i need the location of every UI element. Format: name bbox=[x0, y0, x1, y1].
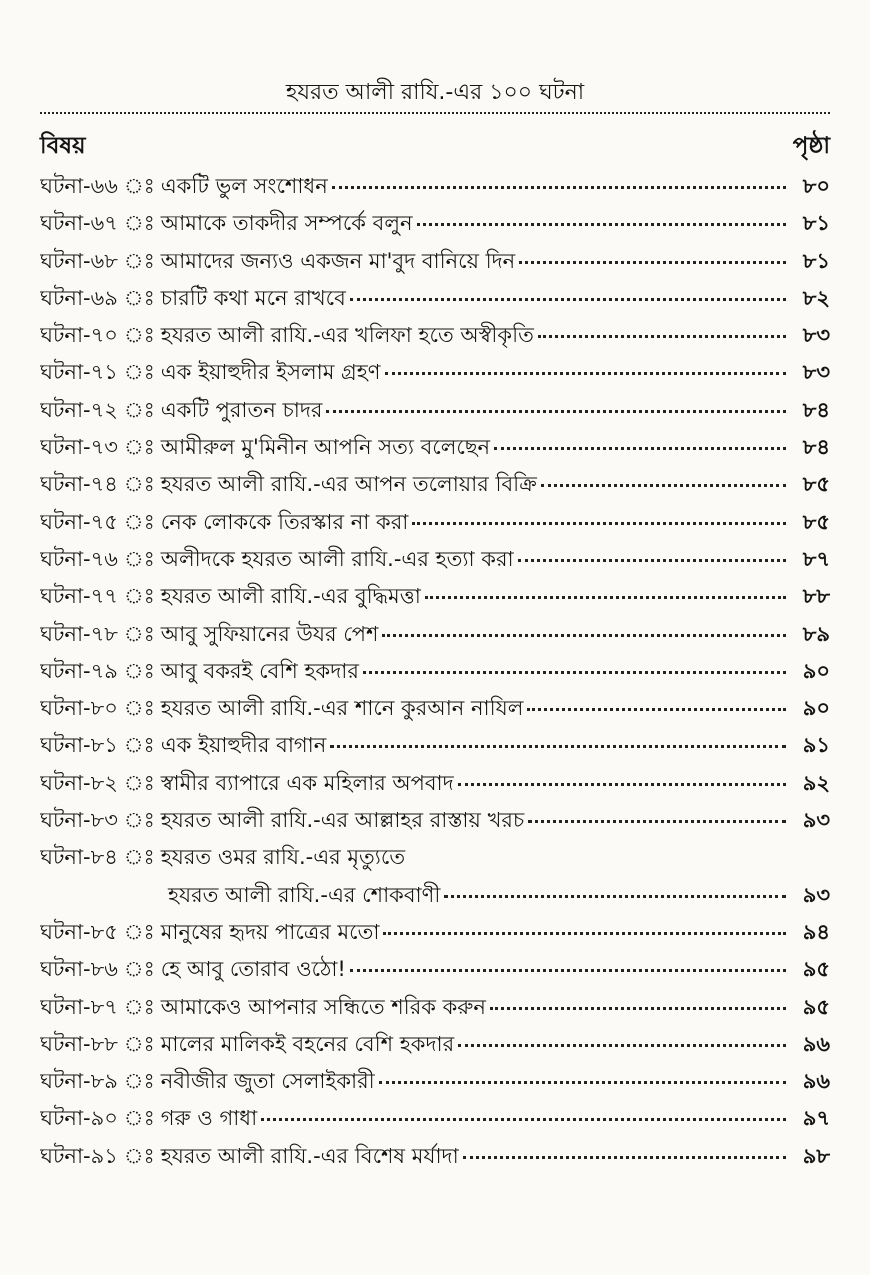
entry-title: একটি পুরাতন চাদর bbox=[160, 397, 323, 422]
entry-number: ঘটনা-৬৭ bbox=[40, 211, 118, 236]
toc-entry bbox=[40, 392, 830, 429]
dot-leader bbox=[383, 932, 786, 935]
entry-separator: ঃ bbox=[123, 621, 155, 646]
entry-separator: ঃ bbox=[123, 323, 155, 348]
dot-leader bbox=[528, 820, 786, 823]
entry-page-number: ৯০ bbox=[802, 658, 830, 683]
entry-separator: ঃ bbox=[123, 1031, 155, 1056]
entry-page-number: ৯৫ bbox=[802, 957, 830, 982]
entry-page-number: ৯০ bbox=[802, 696, 830, 721]
entry-page-number: ৯২ bbox=[802, 770, 830, 795]
subject-heading: বিষয় bbox=[40, 133, 86, 159]
entry-number: ঘটনা-৭৩ bbox=[40, 435, 118, 460]
entry-page-number: ৯৬ bbox=[802, 1031, 830, 1056]
entry-separator: ঃ bbox=[123, 919, 155, 944]
dot-leader bbox=[463, 1156, 786, 1159]
toc-entry bbox=[40, 578, 830, 615]
entry-number: ঘটনা-৮১ bbox=[40, 733, 118, 758]
entry-title: আমাকেও আপনার সন্ধিতে শরিক করুন bbox=[160, 994, 486, 1019]
entry-separator: ঃ bbox=[123, 1069, 155, 1094]
entry-title: হযরত আলী রাযি.-এর বিশেষ মর্যাদা bbox=[160, 1143, 459, 1168]
entry-separator: ঃ bbox=[123, 957, 155, 982]
entry-separator: ঃ bbox=[123, 696, 155, 721]
toc-entry bbox=[40, 1138, 830, 1175]
dot-leader bbox=[518, 559, 786, 562]
entry-page-number: ৮৪ bbox=[802, 435, 830, 460]
entry-page-number: ৯৩ bbox=[802, 882, 830, 907]
entry-number: ঘটনা-৮৬ bbox=[40, 957, 118, 982]
dot-leader bbox=[425, 596, 786, 599]
dot-leader bbox=[412, 522, 786, 525]
dot-leader bbox=[417, 223, 786, 226]
entry-number: ঘটনা-৬৬ bbox=[40, 174, 118, 198]
toc-entry bbox=[40, 765, 830, 802]
entry-title: হযরত আলী রাযি.-এর আপন তলোয়ার বিক্রি bbox=[160, 472, 537, 497]
dot-leader bbox=[444, 895, 786, 898]
entry-title: হযরত আলী রাযি.-এর খলিফা হতে অস্বীকৃতি bbox=[160, 323, 534, 348]
entry-number: ঘটনা-৮৪ bbox=[40, 845, 118, 870]
entry-page-number: ৯৫ bbox=[802, 994, 830, 1019]
entry-separator: ঃ bbox=[123, 1143, 155, 1168]
dot-leader bbox=[541, 484, 786, 487]
toc-entry bbox=[40, 839, 830, 876]
entry-separator: ঃ bbox=[123, 397, 155, 422]
toc-entry bbox=[40, 727, 830, 764]
dot-leader bbox=[494, 447, 786, 450]
entry-number: ঘটনা-৭২ bbox=[40, 397, 118, 422]
entry-title: স্বামীর ব্যাপারে এক মহিলার অপবাদ bbox=[160, 770, 454, 795]
entry-number: ঘটনা-৭৬ bbox=[40, 546, 118, 571]
entry-separator: ঃ bbox=[123, 248, 155, 273]
toc-entry bbox=[40, 466, 830, 503]
entry-separator: ঃ bbox=[123, 994, 155, 1019]
entry-title: আমীরুল মু'মিনীন আপনি সত্য বলেছেন bbox=[160, 435, 491, 460]
entry-separator: ঃ bbox=[123, 472, 155, 497]
entry-title: হযরত আলী রাযি.-এর বুদ্ধিমত্তা bbox=[160, 584, 421, 609]
toc-entry bbox=[40, 1063, 830, 1100]
entry-title: মানুষের হৃদয় পাত্রের মতো bbox=[160, 919, 380, 944]
entry-title: গরু ও গাধা bbox=[160, 1106, 258, 1131]
entry-number: ঘটনা-৭৯ bbox=[40, 658, 118, 683]
entry-title: একটি ভুল সংশোধন bbox=[160, 174, 328, 198]
entry-number: ঘটনা-৮৯ bbox=[40, 1069, 118, 1094]
entry-title: আবু সুফিয়ানের উযর পেশ bbox=[160, 621, 379, 646]
toc-entry bbox=[40, 168, 830, 205]
dot-leader bbox=[261, 1118, 786, 1121]
toc-entry bbox=[40, 317, 830, 354]
entry-separator: ঃ bbox=[123, 733, 155, 758]
table-of-contents bbox=[40, 168, 830, 1175]
entry-number: ঘটনা-৭০ bbox=[40, 323, 118, 348]
entry-title: হে আবু তোরাব ওঠো! bbox=[160, 957, 346, 982]
dot-leader bbox=[519, 261, 786, 264]
dot-leader bbox=[458, 783, 786, 786]
toc-entry bbox=[40, 802, 830, 839]
entry-page-number: ৮৫ bbox=[802, 472, 830, 497]
toc-entry bbox=[40, 914, 830, 951]
entry-separator: ঃ bbox=[123, 509, 155, 534]
entry-number: ঘটনা-৮২ bbox=[40, 770, 118, 795]
entry-page-number: ৮১ bbox=[802, 248, 830, 273]
toc-entry bbox=[40, 690, 830, 727]
entry-number: ঘটনা-৮৮ bbox=[40, 1031, 118, 1056]
entry-separator: ঃ bbox=[123, 584, 155, 609]
dot-leader bbox=[458, 1044, 786, 1047]
dot-leader bbox=[385, 372, 787, 375]
entry-page-number: ৮৮ bbox=[802, 584, 830, 609]
dot-leader bbox=[379, 1081, 786, 1084]
toc-entry bbox=[40, 205, 830, 242]
entry-title: নেক লোককে তিরস্কার না করা bbox=[160, 509, 409, 534]
entry-separator: ঃ bbox=[123, 435, 155, 460]
entry-number: ঘটনা-৮০ bbox=[40, 696, 118, 721]
entry-separator: ঃ bbox=[123, 174, 155, 198]
entry-title: অলীদকে হযরত আলী রাযি.-এর হত্যা করা bbox=[160, 546, 514, 571]
entry-page-number: ৮২ bbox=[802, 285, 830, 310]
dot-leader bbox=[490, 1007, 786, 1010]
entry-number: ঘটনা-৮৩ bbox=[40, 808, 118, 833]
toc-entry bbox=[40, 504, 830, 541]
entry-page-number: ৮১ bbox=[802, 211, 830, 236]
toc-entry bbox=[40, 877, 830, 914]
entry-number: ঘটনা-৭১ bbox=[40, 360, 118, 385]
toc-entry bbox=[40, 243, 830, 280]
dot-leader bbox=[527, 708, 786, 711]
entry-title: মালের মালিকই বহনের বেশি হকদার bbox=[160, 1031, 455, 1056]
entry-number: ঘটনা-৮৫ bbox=[40, 919, 118, 944]
running-header: হযরত আলী রাযি.-এর ১০০ ঘটনা bbox=[285, 80, 585, 105]
entry-number: ঘটনা-৭৭ bbox=[40, 584, 118, 609]
entry-number: ঘটনা-৯০ bbox=[40, 1106, 118, 1131]
entry-number: ঘটনা-৬৯ bbox=[40, 285, 118, 310]
entry-title: এক ইয়াহুদীর ইসলাম গ্রহণ bbox=[160, 360, 381, 385]
entry-title: হযরত আলী রাযি.-এর শোকবাণী bbox=[168, 882, 441, 907]
entry-title: আমাদের জন্যও একজন মা'বুদ বানিয়ে দিন bbox=[160, 248, 516, 273]
toc-entry bbox=[40, 280, 830, 317]
entry-separator: ঃ bbox=[123, 211, 155, 236]
entry-number: ঘটনা-৭৮ bbox=[40, 621, 118, 646]
entry-page-number: ৯৩ bbox=[802, 808, 830, 833]
entry-page-number: ৮৫ bbox=[802, 509, 830, 534]
entry-separator: ঃ bbox=[123, 1106, 155, 1131]
toc-entry bbox=[40, 541, 830, 578]
toc-entry bbox=[40, 1100, 830, 1137]
entry-separator: ঃ bbox=[123, 546, 155, 571]
entry-number: ঘটনা-৬৮ bbox=[40, 248, 118, 273]
dot-leader bbox=[350, 298, 786, 301]
toc-entry bbox=[40, 989, 830, 1026]
entry-separator: ঃ bbox=[123, 360, 155, 385]
dot-leader bbox=[350, 969, 786, 972]
dot-leader bbox=[330, 745, 786, 748]
entry-title: আমাকে তাকদীর সম্পর্কে বলুন bbox=[160, 211, 413, 236]
entry-number: ঘটনা-৭৫ bbox=[40, 509, 118, 534]
page-heading: পৃষ্ঠা bbox=[792, 133, 830, 159]
entry-number: ঘটনা-৭৪ bbox=[40, 472, 118, 497]
entry-page-number: ৮৭ bbox=[802, 546, 830, 571]
toc-entry bbox=[40, 354, 830, 391]
toc-entry bbox=[40, 951, 830, 988]
toc-entry bbox=[40, 429, 830, 466]
entry-title: হযরত আলী রাযি.-এর আল্লাহর রাস্তায় খরচ bbox=[160, 808, 525, 833]
toc-entry bbox=[40, 616, 830, 653]
dot-leader bbox=[538, 335, 786, 338]
entry-separator: ঃ bbox=[123, 658, 155, 683]
entry-page-number: ৯৭ bbox=[802, 1106, 830, 1131]
entry-page-number: ৮৩ bbox=[802, 323, 830, 348]
entry-number: ঘটনা-৮৭ bbox=[40, 994, 118, 1019]
entry-title: হযরত ওমর রাযি.-এর মৃত্যুতে bbox=[160, 845, 406, 870]
entry-page-number: ৮০ bbox=[802, 174, 830, 198]
entry-page-number: ৮৪ bbox=[802, 397, 830, 422]
dot-leader bbox=[332, 186, 786, 189]
entry-page-number: ৯৮ bbox=[802, 1143, 830, 1168]
entry-separator: ঃ bbox=[123, 285, 155, 310]
entry-separator: ঃ bbox=[123, 770, 155, 795]
dot-leader bbox=[382, 634, 786, 637]
entry-title: আবু বকরই বেশি হকদার bbox=[160, 658, 359, 683]
entry-title: নবীজীর জুতা সেলাইকারী bbox=[160, 1069, 375, 1094]
entry-title: হযরত আলী রাযি.-এর শানে কুরআন নাযিল bbox=[160, 696, 524, 721]
toc-entry bbox=[40, 1026, 830, 1063]
column-headings bbox=[40, 128, 830, 164]
dot-leader bbox=[363, 671, 786, 674]
entry-page-number: ৮৯ bbox=[802, 621, 830, 646]
dot-leader bbox=[326, 410, 786, 413]
entry-number: ঘটনা-৯১ bbox=[40, 1143, 118, 1168]
entry-page-number: ৯১ bbox=[802, 733, 830, 758]
entry-separator: ঃ bbox=[123, 845, 155, 870]
header-divider bbox=[40, 112, 830, 114]
entry-page-number: ৯৬ bbox=[802, 1069, 830, 1094]
toc-entry bbox=[40, 653, 830, 690]
entry-page-number: ৮৩ bbox=[802, 360, 830, 385]
entry-separator: ঃ bbox=[123, 808, 155, 833]
entry-page-number: ৯৪ bbox=[802, 919, 830, 944]
entry-title: চারটি কথা মনে রাখবে bbox=[160, 285, 346, 310]
entry-title: এক ইয়াহুদীর বাগান bbox=[160, 733, 327, 758]
